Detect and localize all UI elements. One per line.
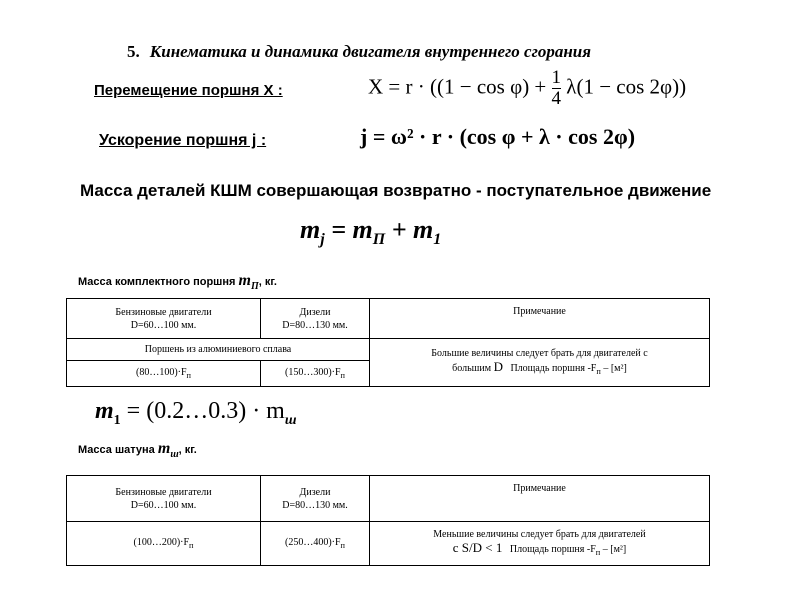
displacement-formula-right: λ(1 − cos 2φ))	[566, 74, 687, 99]
displacement-formula-left: X = r · ((1 − cos φ) +	[368, 74, 547, 99]
piston-displacement-label: Перемещение поршня X :	[94, 82, 283, 99]
mj-symbol: m	[300, 215, 321, 244]
piston-mass-label	[78, 272, 277, 292]
t1-value-petrol: $(80\dots 100)\cdot F_п$	[67, 361, 261, 387]
t1-merged-row: Поршень из алюминиевого сплава	[67, 339, 370, 361]
t1-value-diesel: $(150\dots 300)\cdot F_п$	[261, 361, 370, 387]
t2-note-cell: Меньшие величины следует брать для двигателей с S/D < 1 Площадь поршня $-F_п - [м^2]$	[370, 522, 710, 566]
m1-symbol: + m	[385, 215, 434, 244]
page-title	[127, 42, 591, 62]
t1-header-note: Примечание	[370, 299, 710, 339]
rod-mass-label	[78, 440, 197, 460]
t1-header-diesel: Дизели D=80…130 мм.	[261, 299, 370, 339]
m1-formula: $m_1$ = (0.2…0.3) · $m_ш$	[95, 398, 297, 428]
t1-header-petrol: Бензиновые двигатели D=60…100 мм.	[67, 299, 261, 339]
t2-header-petrol: Бензиновые двигатели D=60…100 мм.	[67, 476, 261, 522]
t2-value-diesel: $(250\dots 400)\cdot F_п$	[261, 522, 370, 566]
title-number: 5.	[127, 42, 140, 61]
t1-note-cell: Большие величины следует брать для двигателей с большим D Площадь поршня $-F_п - [м^2]$	[370, 339, 710, 387]
piston-acceleration-formula: j = ω² · r · (cos φ + λ · cos 2φ)	[360, 124, 636, 149]
quarter-fraction	[552, 68, 562, 109]
piston-mass-table	[66, 298, 710, 387]
piston-mass-symbol: $m_П$	[238, 272, 259, 293]
title-text: Кинематика и динамика двигателя внутреннего сгорания	[149, 42, 592, 61]
rod-mass-unit: , кг.	[178, 444, 197, 456]
piston-displacement-formula	[368, 68, 686, 109]
mj-subscript: j	[320, 231, 325, 249]
t2-header-diesel: Дизели D=80…130 мм.	[261, 476, 370, 522]
fraction-denominator: 4	[551, 88, 562, 109]
reciprocating-mass-heading: Масса деталей КШМ совершающая возвратно - поступательное движение	[80, 181, 712, 200]
piston-acceleration-label: Ускорение поршня j :	[99, 132, 267, 149]
piston-mass-unit: , кг.	[258, 276, 277, 288]
rod-mass-text: Масса шатуна	[78, 444, 155, 456]
t2-header-note: Примечание	[370, 476, 710, 522]
reciprocating-mass-formula	[300, 215, 441, 249]
piston-mass-text: Масса комплектного поршня	[78, 276, 236, 288]
mp-symbol: = m	[324, 215, 373, 244]
fraction-numerator: 1	[551, 67, 562, 88]
rod-mass-table	[66, 475, 710, 566]
mp-subscript: П	[372, 231, 386, 249]
t2-value-petrol: $(100\dots 200)\cdot F_п$	[67, 522, 261, 566]
m1-subscript: 1	[433, 231, 442, 249]
rod-mass-symbol: $m_ш$	[157, 440, 179, 461]
